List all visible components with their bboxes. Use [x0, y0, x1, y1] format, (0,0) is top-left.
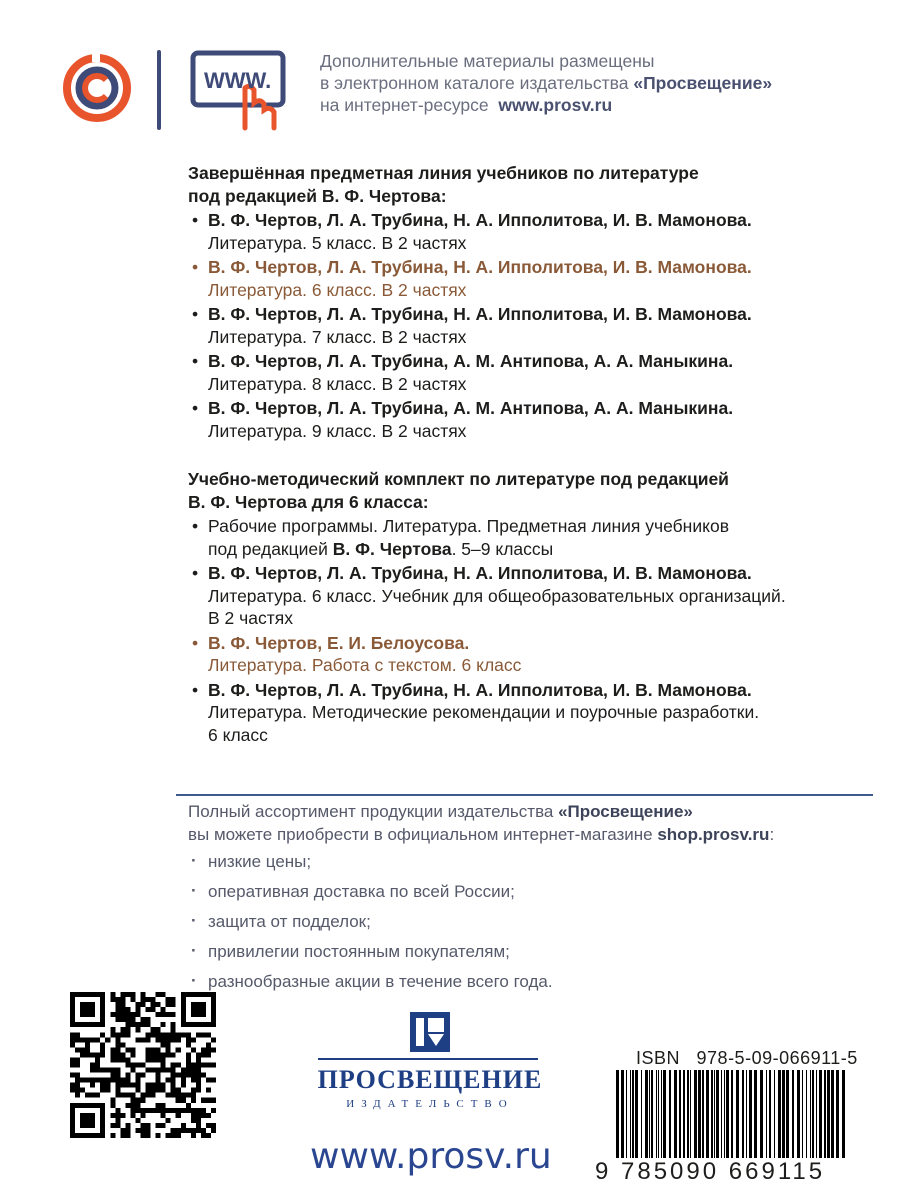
publisher-name: ПРОСВЕЩЕНИЕ [317, 1065, 543, 1094]
list-item: • В. Ф. Чертов, Л. А. Трубина, Н. А. Ипполитова, И. В. Мамонова. Литература. 5 класс. В 2 частях [188, 209, 868, 254]
www-cursor-icon [190, 48, 290, 138]
shop-line-1: Полный ассортимент продукции издательства «Просвещение» [188, 802, 693, 821]
isbn-number: 978-5-09-066911-5 [696, 1048, 858, 1068]
barcode-icon [612, 1070, 852, 1162]
section2-title-line1: Учебно-методический комплект по литературе под редакцией [188, 469, 729, 489]
section1-title-line2: под редакцией В. Ф. Чертова: [188, 185, 447, 206]
shop-url[interactable]: shop.prosv.ru [657, 825, 770, 844]
section1-title-line1: Завершённая предметная линия учебников по литературе [188, 163, 699, 183]
copyright-logo-icon [62, 50, 132, 126]
header-url[interactable]: www.prosv.ru [498, 95, 613, 115]
list-item-highlighted: • В. Ф. Чертов, Е. И. Белоусова. Литература. Работа с текстом. 6 класс [188, 632, 868, 677]
textbook-line-section [188, 162, 868, 442]
list-item: • В. Ф. Чертов, Л. А. Трубина, А. М. Антипова, А. А. Маныкина. Литература. 8 класс. В 2 частях [188, 350, 868, 395]
benefit-item: · низкие цены; [188, 850, 878, 873]
benefit-item: · оперативная доставка по всей России; [188, 880, 878, 903]
list-item: • В. Ф. Чертов, Л. А. Трубина, Н. А. Ипполитова, И. В. Мамонова. Литература. 6 класс. Учебник для общеобразовательных организаций. В 2 частях [188, 562, 868, 630]
isbn-label: ISBN [636, 1048, 681, 1068]
publisher-rule [318, 1058, 538, 1060]
list-item: • В. Ф. Чертов, Л. А. Трубина, Н. А. Ипполитова, И. В. Мамонова. Литература. 7 класс. В 2 частях [188, 303, 868, 348]
list-item: • В. Ф. Чертов, Л. А. Трубина, Н. А. Ипполитова, И. В. Мамонова. Литература. Методические рекомендации и поурочные разработки. 6 класс [188, 679, 868, 747]
teaching-kit-section [188, 468, 868, 746]
www-label: WWW. [204, 68, 272, 93]
isbn-line [636, 1048, 858, 1069]
qr-code-icon[interactable] [70, 992, 216, 1138]
benefit-item: · привилегии постоянным покупателям; [188, 940, 878, 963]
publisher-logo [310, 1010, 550, 1190]
header-info [320, 50, 772, 116]
section2-title-line2: В. Ф. Чертова для 6 класса: [188, 491, 429, 512]
publisher-url[interactable]: www.prosv.ru [310, 1136, 552, 1177]
publisher-subtitle: ИЗДАТЕЛЬСТВО [346, 1098, 514, 1110]
header-line-1: Дополнительные материалы размещены [320, 51, 655, 71]
barcode-digits: 9 785090 669115 [595, 1158, 826, 1185]
publisher-emblem-icon [408, 1010, 452, 1054]
shop-info [188, 800, 878, 1000]
list-item: • Рабочие программы. Литература. Предметная линия учебников под редакцией В. Ф. Чертова. 5–9 классы [188, 515, 868, 560]
header-line-3: на интернет-ресурсе www.prosv.ru [320, 95, 613, 115]
benefit-item: · разнообразные акции в течение всего года. [188, 970, 878, 993]
benefits-list [188, 850, 878, 993]
benefit-item: · защита от подделок; [188, 910, 878, 933]
section-divider [176, 794, 873, 796]
brand-name: «Просвещение» [633, 73, 773, 93]
list-item: • В. Ф. Чертов, Л. А. Трубина, А. М. Антипова, А. А. Маныкина. Литература. 9 класс. В 2 частях [188, 397, 868, 442]
list-item-highlighted: • В. Ф. Чертов, Л. А. Трубина, Н. А. Ипполитова, И. В. Мамонова. Литература. 6 класс. В 2 частях [188, 256, 868, 301]
header-line-2: в электронном каталоге издательства «Просвещение» [320, 73, 773, 93]
shop-line-2: вы можете приобрести в официальном интернет-магазине shop.prosv.ru: [188, 825, 775, 844]
header-divider [157, 50, 161, 130]
